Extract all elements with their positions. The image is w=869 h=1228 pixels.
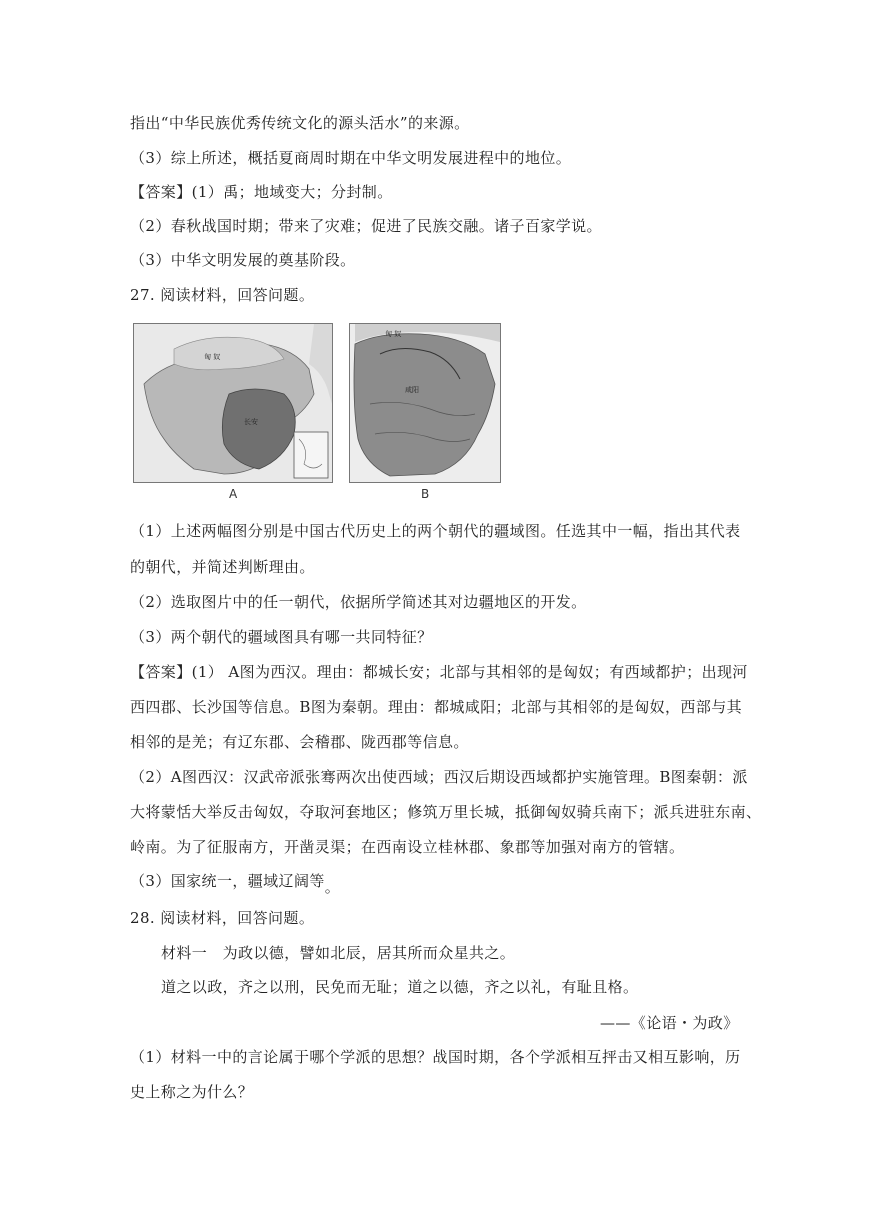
- answer-27-2: （2）A图西汉：汉武帝派张骞两次出使西域；西汉后期设西域都护实施管理。B图秦朝：派: [130, 768, 748, 786]
- question-27-1: （1）上述两幅图分别是中国古代历史上的两个朝代的疆域图。任选其中一幅，指出其代表: [130, 522, 741, 540]
- answer-27-1-cont2: 相邻的是羌；有辽东郡、会稽郡、陇西郡等信息。: [130, 733, 469, 751]
- question-27-3: （3）两个朝代的疆域图具有哪一共同特征？: [130, 628, 433, 646]
- map-b-caption: B: [421, 487, 430, 501]
- question-28-1-cont: 史上称之为什么？: [130, 1083, 254, 1101]
- map-a-caption: A: [229, 487, 238, 501]
- question-27-2: （2）选取图片中的任一朝代，依据所学简述其对边疆地区的开发。: [130, 593, 587, 611]
- answer-2: （2）春秋战国时期；带来了灾难；促进了民族交融。诸子百家学说。: [130, 217, 602, 235]
- map-b-label-xiongnu: 匈 奴: [385, 330, 402, 338]
- material-1-line-1: 材料一 为政以德，譬如北辰，居其所而众星共之。: [161, 944, 516, 962]
- map-a-label-changan: 长安: [244, 418, 258, 426]
- answer-27-2-cont2: 岭南。为了征服南方，开凿灵渠；在西南设立桂林郡、象郡等加强对南方的管辖。: [130, 838, 685, 856]
- text-line: 指出“中华民族优秀传统文化的源头活水”的来源。: [130, 114, 470, 132]
- answer-27-2-cont: 大将蒙恬大举反击匈奴，夺取河套地区；修筑万里长城，抵御匈奴骑兵南下；派兵进驻东南、: [130, 803, 762, 821]
- map-b-image: [349, 323, 501, 483]
- answer-27-3-period: 。: [324, 878, 341, 896]
- answer-27-3-text: （3）国家统一，疆域辽阔等: [130, 872, 325, 890]
- question-27-title: 27. 阅读材料，回答问题。: [130, 286, 315, 304]
- map-a-image: [133, 323, 333, 483]
- answer-27-1: 【答案】(1） A图为西汉。理由：都城长安；北部与其相邻的是匈奴；有西域都护；出现河: [130, 663, 748, 681]
- answer-27-3: [130, 870, 341, 896]
- question-27-1-cont: 的朝代，并简述判断理由。: [130, 558, 315, 576]
- question-28-title: 28. 阅读材料，回答问题。: [130, 909, 315, 927]
- map-a-label-xiongnu: 匈 奴: [204, 353, 221, 361]
- map-b-label-xianyang: 咸阳: [405, 386, 419, 394]
- material-1-source: ——《论语・为政》: [600, 1014, 739, 1032]
- answer-27-1-cont: 西四郡、长沙国等信息。B图为秦朝。理由：都城咸阳；北部与其相邻的是匈奴，西部与其: [130, 698, 743, 716]
- answer-3: （3）中华文明发展的奠基阶段。: [130, 251, 356, 269]
- question-28-1: （1）材料一中的言论属于哪个学派的思想？战国时期，各个学派相互抨击又相互影响，历: [130, 1048, 741, 1066]
- question-3: （3）综上所述，概括夏商周时期在中华文明发展进程中的地位。: [130, 149, 572, 167]
- answer-heading: 【答案】(1）禹；地域变大；分封制。: [130, 183, 393, 201]
- material-1-line-2: 道之以政，齐之以刑，民免而无耻；道之以德，齐之以礼，有耻且格。: [161, 978, 639, 996]
